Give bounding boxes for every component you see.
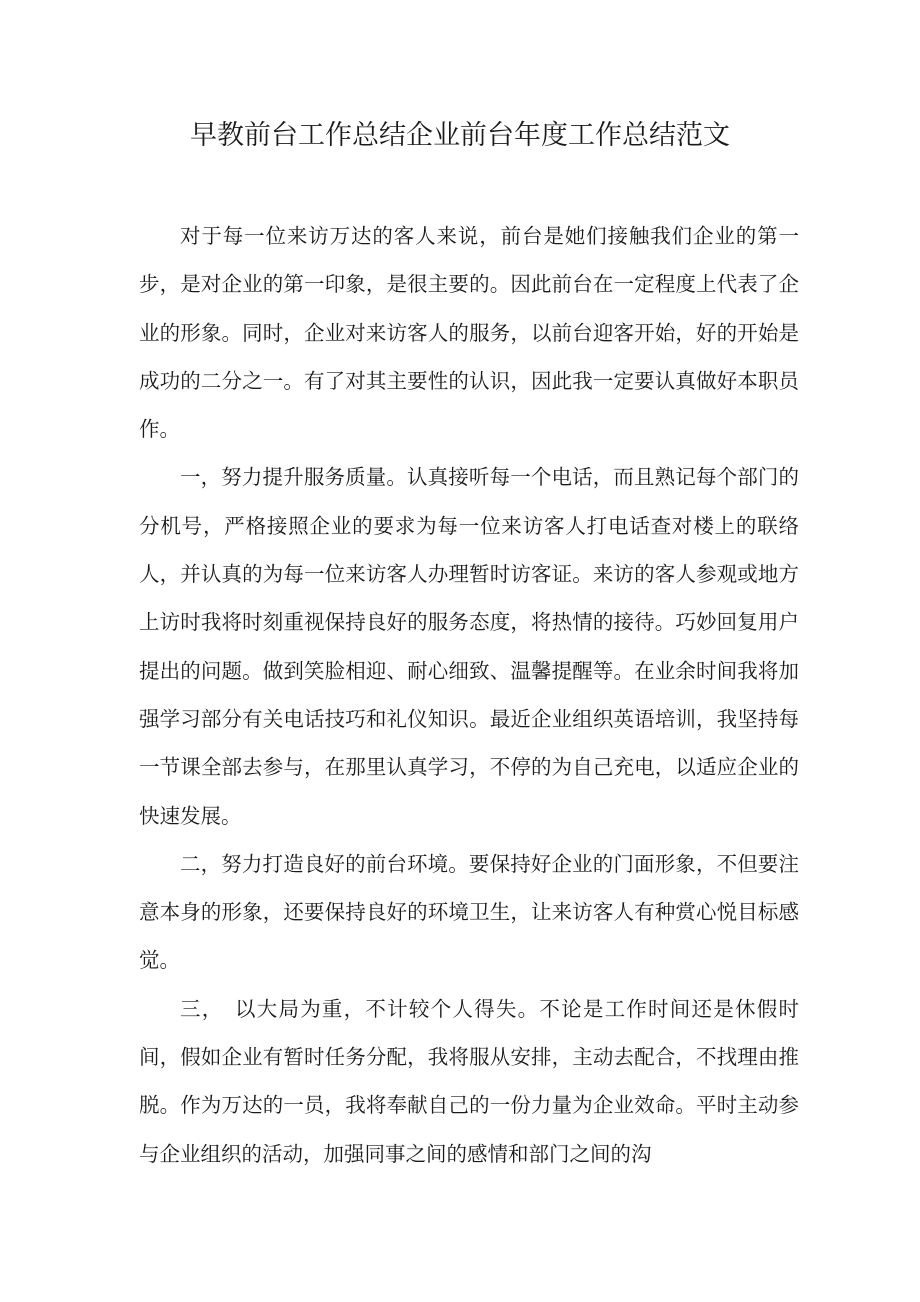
paragraph-intro: 对于每一位来访万达的客人来说，前台是她们接触我们企业的第一步，是对企业的第一印象，是很主要的。因此前台在一定程度上代表了企业的形象。同时，企业对来访客人的服务，以前台迎客开始，好的开始是成功的二分之一。有了对其主要性的认识，因此我一定要认真做好本职员作。	[139, 224, 799, 442]
paragraph-section-2: 二，努力打造良好的前台环境。要保持好企业的门面形象，不但要注意本身的形象，还要保持良好的环境卫生，让来访客人有种赏心悦目标感觉。	[139, 851, 799, 973]
document-body	[139, 212, 799, 1178]
paragraph-section-3: 三， 以大局为重，不计较个人得失。不论是工作时间还是休假时间，假如企业有暂时任务分配，我将服从安排，主动去配合，不找理由推脱。作为万达的一员，我将奉献自己的一份力量为企业效命。平时主动参与企业组织的活动，加强同事之间的感情和部门之间的沟	[139, 996, 799, 1166]
document-title: 早教前台工作总结企业前台年度工作总结范文	[190, 120, 730, 151]
paragraph-section-1: 一，努力提升服务质量。认真接听每一个电话，而且熟记每个部门的分机号，严格接照企业的要求为每一位来访客人打电话查对楼上的联络人，并认真的为每一位来访客人办理暂时访客证。来访的客人参观或地方上访时我将时刻重视保持良好的服务态度，将热情的接待。巧妙回复用户提出的问题。做到笑脸相迎、耐心细致、温馨提醒等。在业余时间我将加强学习部分有关电话技巧和礼仪知识。最近企业组织英语培训，我坚持每一节课全部去参与，在那里认真学习，不停的为自己充电，以适应企业的快速发展。	[139, 465, 799, 828]
